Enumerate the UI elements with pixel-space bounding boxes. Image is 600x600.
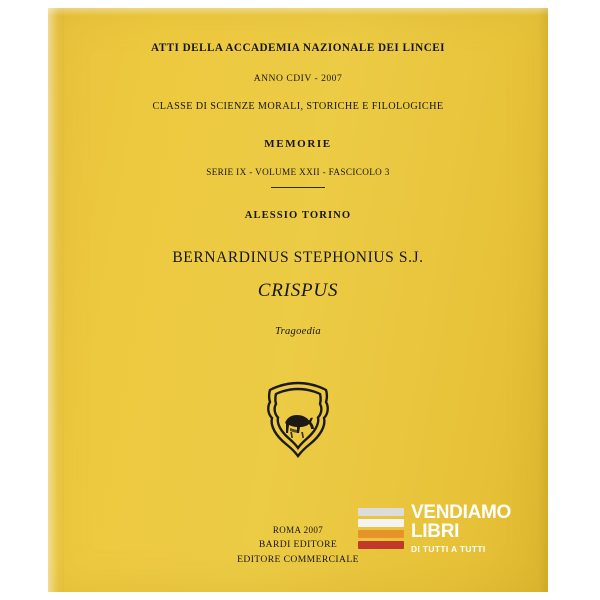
year-line: ANNO CDIV - 2007 [253, 73, 343, 84]
author-name: ALESSIO TORINO [244, 210, 352, 221]
section-line: MEMORIE [264, 138, 332, 150]
watermark-line1: VENDIAMO [411, 501, 511, 523]
book-subtitle: CRISPUS [257, 280, 339, 301]
watermark-line2: LIBRI [411, 521, 460, 543]
volume-line: SERIE IX - VOLUME XXII - FASCICOLO 3 [206, 167, 390, 177]
watermark-text [411, 503, 511, 553]
imprint-publisher-type: EDITORE COMMERCIALE [237, 553, 359, 565]
divider-rule [271, 187, 325, 188]
cover-text-block [48, 42, 548, 337]
cover-top-highlight [48, 8, 548, 16]
imprint-place-year: ROMA 2007 [272, 525, 324, 535]
publisher-crest-icon [262, 380, 334, 460]
class-line: CLASSE DI SCIENZE MORALI, STORICHE E FILOLOGICHE [152, 101, 444, 112]
watermark-tagline: DI TUTTI A TUTTI [411, 543, 486, 554]
watermark-dots-icon [358, 543, 373, 548]
vendiamolibri-watermark [358, 500, 534, 556]
academy-line: ATTI DELLA ACCADEMIA NAZIONALE DEI LINCEI [151, 42, 445, 54]
book-title: BERNARDINUS STEPHONIUS S.J. [172, 249, 424, 266]
book-genre: Tragoedia [275, 326, 321, 337]
imprint-publisher: BARDI EDITORE [258, 538, 338, 550]
book-cover [48, 8, 548, 592]
